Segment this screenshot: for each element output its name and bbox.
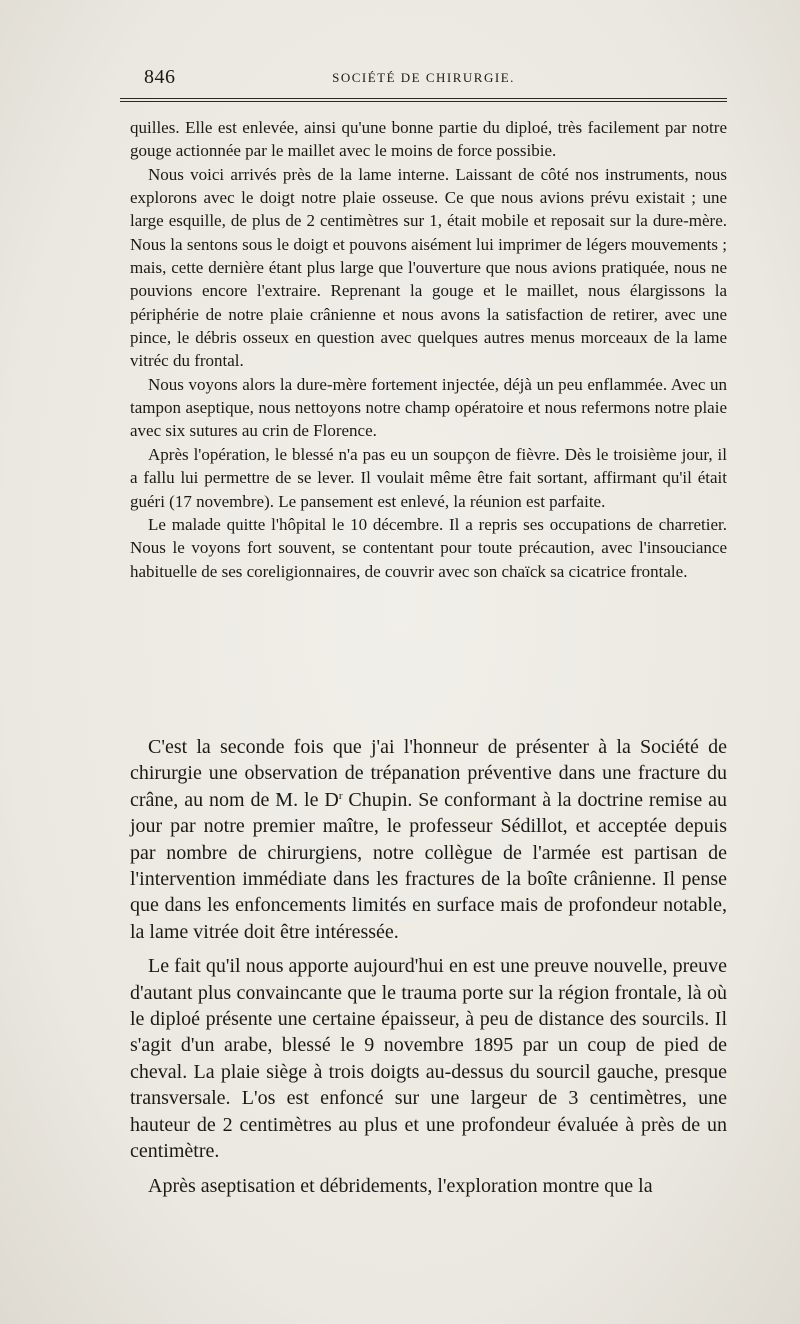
case-paragraph: Nous voyons alors la dure-mère fortement injectée, déjà un peu enflammée. Avec un tampon aseptique, nous nettoyons notre champ opératoire et nous refermons notre plaie avec six sutures au crin de Florence. (130, 374, 727, 441)
case-paragraph: Nous voici arrivés près de la lame interne. Laissant de côté nos instruments, nous explorons avec le doigt notre plaie osseuse. Ce que nous avions prévu existait ; une large esquille, de plus de 2 centimètres sur 1, était mobile et reposait sur la dure-mère. Nous la sentons sous le doigt et pouvons aisément lui imprimer de légers mouvements ; mais, cette dernière étant plus large que l'ouverture que nous avions pratiquée, nous ne pouvions encore l'extraire. Reprenant la gouge et le maillet, nous élargissons la périphérie de notre plaie crânienne et nous avons la satisfaction de retirer, avec une pince, le débris osseux en question avec quelques autres menus morceaux de la lame vitréc du frontal. (130, 164, 727, 371)
commentary-text-run: Chupin. Se conformant à la doctrine remise au jour par notre premier maître, le professeur Sédillot, et acceptée depuis par nombre de chirurgiens, notre collègue de l'armée est partisan de l'intervention immédiate dans les fractures de la boîte crânienne. Il pense que dans les enfoncements limités en surface mais de profondeur notable, la lame vitrée doit être intéressée. (130, 788, 728, 943)
commentary-paragraph (130, 734, 727, 945)
commentary-paragraph: Le fait qu'il nous apporte aujourd'hui en est une preuve nouvelle, preuve d'autant plus convaincante que le trauma porte sur la région frontale, là où le diploé présente une certaine épaisseur, à peu de distance des sourcils. Il s'agit d'un arabe, blessé le 9 novembre 1895 par un coup de pied de cheval. La plaie siège à trois doigts au-dessus du sourcil gauche, presque transversale. L'os est enfoncé sur une largeur de 3 centimètres, une hauteur de 2 centimètres au plus et une profondeur évaluée à près de un centimètre. (130, 955, 727, 1163)
commentary-text-run: C'est la seconde fois que j'ai l'honneur de présenter à la Société de chirurgie une observation de trépanation préventive dans une fracture du crâne, au nom de M. le D (130, 736, 727, 811)
commentary-text (130, 734, 727, 1207)
case-paragraph: Le malade quitte l'hôpital le 10 décembre. Il a repris ses occupations de charretier. Nous le voyons fort souvent, se contentant pour toute précaution, avec l'insouciance habituelle de ses coreligionnaires, de couvrir avec son chaïck sa cicatrice frontale. (130, 514, 727, 581)
doctor-abbrev-superscript: r (338, 789, 343, 802)
case-paragraph: quilles. Elle est enlevée, ainsi qu'une bonne partie du diploé, très facilement par notre gouge actionnée par le maillet avec le moins de force possibie. (130, 118, 727, 161)
running-head (120, 62, 727, 92)
journal-title: SOCIÉTÉ DE CHIRURGIE. (332, 70, 515, 85)
commentary-paragraph: Après aseptisation et débridements, l'exploration montre que la (148, 1174, 653, 1197)
header-double-rule (120, 98, 727, 99)
case-paragraph: Après l'opération, le blessé n'a pas eu un soupçon de fièvre. Dès le troisième jour, il a fallu lui permettre de se lever. Il voulait même être fait sortant, affirmant qu'il était guéri (17 novembre). Le pansement est enlevé, la réunion est parfaite. (130, 444, 727, 511)
page-number: 846 (144, 66, 176, 88)
case-report-text (130, 116, 727, 583)
